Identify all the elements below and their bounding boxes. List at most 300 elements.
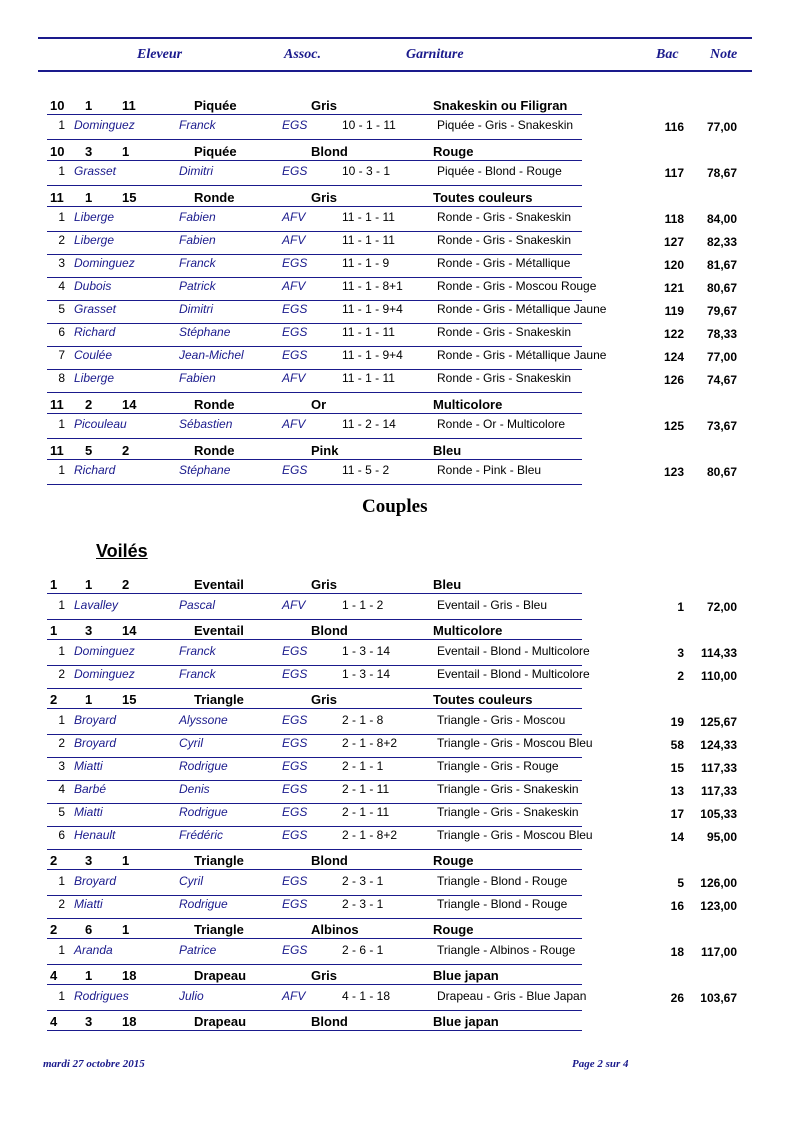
group-shape: Ronde <box>194 397 235 412</box>
group-shape: Ronde <box>194 190 235 205</box>
table-row <box>47 118 747 139</box>
garniture: Drapeau - Gris - Blue Japan <box>437 989 587 1003</box>
breeder-name: Miatti <box>74 759 103 773</box>
bac-number: 19 <box>670 715 684 729</box>
group-color: Gris <box>311 98 338 113</box>
association: EGS <box>282 667 308 681</box>
breeder-name: Rodrigues <box>74 989 129 1003</box>
score: 77,00 <box>706 120 737 134</box>
table-row <box>47 943 747 964</box>
garniture: Ronde - Gris - Moscou Rouge <box>437 279 597 293</box>
reference: 10 - 3 - 1 <box>342 164 391 178</box>
breeder-name: Liberge <box>74 233 115 247</box>
reference: 11 - 1 - 9+4 <box>342 302 403 316</box>
garniture: Triangle - Gris - Moscou <box>437 713 566 727</box>
breeder-name: Liberge <box>74 210 115 224</box>
category-header <box>47 140 582 161</box>
group-code-c: 1 <box>122 853 130 868</box>
group-code-c: 18 <box>122 1014 137 1029</box>
header-eleveur: Eleveur <box>137 47 183 62</box>
bac-number: 122 <box>663 327 684 341</box>
group-code-a: 10 <box>50 98 65 113</box>
breeder-name: Dominguez <box>74 256 135 270</box>
category-header <box>47 918 582 939</box>
bac-number: 16 <box>670 899 684 913</box>
table-row <box>47 598 747 619</box>
table-row <box>47 371 747 392</box>
group-code-b: 1 <box>85 692 93 707</box>
group-code-c: 18 <box>122 968 137 983</box>
bac-number: 116 <box>664 120 684 134</box>
reference: 2 - 1 - 8+2 <box>342 828 398 842</box>
breeder-firstname: Cyril <box>179 736 203 750</box>
category-header <box>47 619 582 640</box>
breeder-firstname: Dimitri <box>179 164 213 178</box>
group-code-b: 3 <box>85 1014 93 1029</box>
category-header <box>47 849 582 870</box>
group-code-c: 14 <box>122 623 137 638</box>
group-color: Gris <box>311 968 338 983</box>
group-shape: Eventail <box>194 577 244 592</box>
group-color: Gris <box>311 190 338 205</box>
rank: 1 <box>58 943 65 957</box>
table-row <box>47 417 747 438</box>
bac-number: 120 <box>663 258 684 272</box>
breeder-firstname: Stéphane <box>179 325 231 339</box>
reference: 2 - 3 - 1 <box>342 897 384 911</box>
garniture: Triangle - Blond - Rouge <box>437 874 568 888</box>
rank: 8 <box>58 371 65 385</box>
group-code-a: 11 <box>50 443 64 458</box>
table-row <box>47 828 747 849</box>
score: 73,67 <box>706 419 737 433</box>
bac-number: 126 <box>663 373 684 387</box>
association: AFV <box>282 279 306 293</box>
group-color: Pink <box>311 443 339 458</box>
bac-number: 125 <box>663 419 684 433</box>
bac-number: 3 <box>677 646 684 660</box>
score: 126,00 <box>700 876 737 890</box>
reference: 11 - 1 - 11 <box>342 233 395 247</box>
rank: 5 <box>58 302 65 316</box>
bac-number: 127 <box>663 235 684 249</box>
association: EGS <box>282 256 308 270</box>
garniture: Triangle - Gris - Moscou Bleu <box>437 736 593 750</box>
breeder-firstname: Cyril <box>179 874 203 888</box>
rank: 1 <box>58 417 65 431</box>
group-color: Albinos <box>311 922 359 937</box>
group-color: Or <box>311 397 327 412</box>
breeder-firstname: Julio <box>179 989 204 1003</box>
group-code-c: 14 <box>122 397 137 412</box>
association: EGS <box>282 348 308 362</box>
rank: 1 <box>58 210 65 224</box>
group-code-a: 2 <box>50 922 58 937</box>
reference: 2 - 1 - 11 <box>342 805 390 819</box>
table-row <box>47 256 747 277</box>
reference: 10 - 1 - 11 <box>342 118 396 132</box>
group-code-b: 3 <box>85 853 93 868</box>
bac-number: 121 <box>663 281 684 295</box>
row-underline <box>47 484 582 485</box>
score: 103,67 <box>700 991 737 1005</box>
association: AFV <box>282 417 306 431</box>
garniture: Ronde - Gris - Snakeskin <box>437 210 572 224</box>
reference: 2 - 6 - 1 <box>342 943 384 957</box>
garniture: Ronde - Or - Multicolore <box>437 417 566 431</box>
association: EGS <box>282 644 308 658</box>
score: 95,00 <box>706 830 737 844</box>
bac-number: 124 <box>663 350 684 364</box>
garniture: Triangle - Blond - Rouge <box>437 897 568 911</box>
garniture: Ronde - Gris - Métallique <box>437 256 571 270</box>
association: AFV <box>282 989 306 1003</box>
rank: 3 <box>58 256 65 270</box>
group-pattern: Toutes couleurs <box>433 692 533 707</box>
group-code-b: 5 <box>85 443 93 458</box>
breeder-name: Miatti <box>74 897 103 911</box>
breeder-name: Grasset <box>74 302 117 316</box>
reference: 11 - 1 - 11 <box>342 210 395 224</box>
association: EGS <box>282 759 308 773</box>
group-pattern: Rouge <box>433 144 474 159</box>
association: AFV <box>282 210 306 224</box>
table-row <box>47 897 747 918</box>
group-shape: Piquée <box>194 98 237 113</box>
row-underline <box>47 323 582 324</box>
garniture: Ronde - Pink - Bleu <box>437 463 542 477</box>
table-row <box>47 667 747 688</box>
rank: 1 <box>58 118 65 132</box>
breeder-firstname: Denis <box>179 782 210 796</box>
group-code-a: 4 <box>50 1014 58 1029</box>
breeder-name: Broyard <box>74 736 117 750</box>
group-pattern: Bleu <box>433 443 462 458</box>
garniture: Triangle - Albinos - Rouge <box>437 943 576 957</box>
row-underline <box>47 826 582 827</box>
category-header <box>47 1010 582 1031</box>
breeder-firstname: Franck <box>179 256 216 270</box>
table-row <box>47 210 747 231</box>
score: 117,00 <box>700 945 737 959</box>
category-header <box>47 94 582 115</box>
reference: 2 - 1 - 1 <box>342 759 384 773</box>
bac-number: 14 <box>670 830 684 844</box>
row-underline <box>47 231 582 232</box>
breeder-firstname: Patrice <box>179 943 217 957</box>
association: EGS <box>282 782 308 796</box>
group-code-b: 6 <box>85 922 93 937</box>
garniture: Ronde - Gris - Snakeskin <box>437 325 572 339</box>
breeder-name: Henault <box>74 828 116 842</box>
reference: 2 - 3 - 1 <box>342 874 384 888</box>
rank: 3 <box>58 759 65 773</box>
garniture: Ronde - Gris - Snakeskin <box>437 233 572 247</box>
reference: 1 - 1 - 2 <box>342 598 384 612</box>
row-underline <box>47 346 582 347</box>
score: 78,67 <box>706 166 737 180</box>
table-row <box>47 644 747 665</box>
breeder-name: Miatti <box>74 805 103 819</box>
rank: 7 <box>58 348 65 362</box>
subsection-title: Voilés <box>96 541 148 561</box>
score: 123,00 <box>700 899 737 913</box>
score: 105,33 <box>700 807 737 821</box>
bac-number: 58 <box>670 738 684 752</box>
breeder-name: Aranda <box>74 943 113 957</box>
bac-number: 2 <box>677 669 684 683</box>
breeder-name: Lavalley <box>74 598 119 612</box>
group-code-c: 2 <box>122 443 130 458</box>
score: 117,33 <box>700 761 737 775</box>
group-pattern: Blue japan <box>433 1014 499 1029</box>
breeder-firstname: Patrick <box>179 279 216 293</box>
group-code-a: 2 <box>50 853 58 868</box>
bac-number: 123 <box>663 465 684 479</box>
table-row <box>47 463 747 484</box>
association: EGS <box>282 118 308 132</box>
breeder-name: Richard <box>74 463 116 477</box>
score: 74,67 <box>706 373 737 387</box>
group-code-a: 11 <box>50 397 64 412</box>
breeder-firstname: Fabien <box>179 233 216 247</box>
breeder-firstname: Frédéric <box>179 828 224 842</box>
association: EGS <box>282 302 308 316</box>
group-shape: Ronde <box>194 443 235 458</box>
group-shape: Drapeau <box>194 968 247 983</box>
breeder-name: Dominguez <box>74 667 135 681</box>
score: 81,67 <box>706 258 737 272</box>
garniture: Piquée - Gris - Snakeskin <box>437 118 574 132</box>
category-header <box>47 688 582 709</box>
score: 125,67 <box>700 715 737 729</box>
garniture: Triangle - Gris - Snakeskin <box>437 805 579 819</box>
bac-number: 5 <box>677 876 684 890</box>
table-row <box>47 759 747 780</box>
row-underline <box>47 254 582 255</box>
score: 117,33 <box>700 784 737 798</box>
category-header <box>47 393 582 414</box>
breeder-name: Grasset <box>74 164 117 178</box>
group-code-b: 3 <box>85 623 93 638</box>
score: 77,00 <box>706 350 737 364</box>
category-header <box>47 439 582 460</box>
group-shape: Triangle <box>194 922 244 937</box>
association: EGS <box>282 463 308 477</box>
section-title: Couples <box>362 496 428 517</box>
group-code-c: 1 <box>122 922 130 937</box>
reference: 4 - 1 - 18 <box>342 989 391 1003</box>
group-code-a: 4 <box>50 968 58 983</box>
score: 78,33 <box>706 327 737 341</box>
reference: 11 - 1 - 9 <box>342 256 390 270</box>
group-code-b: 1 <box>85 968 93 983</box>
association: AFV <box>282 371 306 385</box>
bac-number: 15 <box>670 761 684 775</box>
group-code-b: 1 <box>85 577 93 592</box>
rank: 1 <box>58 164 65 178</box>
group-code-b: 2 <box>85 397 93 412</box>
group-pattern: Blue japan <box>433 968 499 983</box>
footer-date: mardi 27 octobre 2015 <box>43 1058 145 1070</box>
group-code-a: 2 <box>50 692 58 707</box>
group-code-c: 1 <box>122 144 130 159</box>
table-row <box>47 348 747 369</box>
breeder-firstname: Franck <box>179 118 216 132</box>
breeder-firstname: Dimitri <box>179 302 213 316</box>
reference: 11 - 2 - 14 <box>342 417 396 431</box>
breeder-firstname: Rodrigue <box>179 759 228 773</box>
group-shape: Triangle <box>194 692 244 707</box>
score: 82,33 <box>706 235 737 249</box>
breeder-firstname: Fabien <box>179 210 216 224</box>
category-header <box>47 186 582 207</box>
reference: 1 - 3 - 14 <box>342 667 391 681</box>
association: AFV <box>282 598 306 612</box>
association: EGS <box>282 828 308 842</box>
breeder-name: Broyard <box>74 713 117 727</box>
category-header <box>47 964 582 985</box>
table-row <box>47 805 747 826</box>
table-row <box>47 164 747 185</box>
association: EGS <box>282 325 308 339</box>
breeder-firstname: Fabien <box>179 371 216 385</box>
group-color: Blond <box>311 623 348 638</box>
rank: 1 <box>58 874 65 888</box>
breeder-name: Coulée <box>74 348 113 362</box>
rank: 1 <box>58 989 65 1003</box>
garniture: Piquée - Blond - Rouge <box>437 164 562 178</box>
table-row <box>47 736 747 757</box>
header-assoc: Assoc. <box>284 47 321 62</box>
garniture: Eventail - Blond - Multicolore <box>437 644 590 658</box>
breeder-firstname: Rodrigue <box>179 897 228 911</box>
group-pattern: Multicolore <box>433 397 503 412</box>
reference: 11 - 5 - 2 <box>342 463 390 477</box>
breeder-name: Broyard <box>74 874 117 888</box>
reference: 2 - 1 - 8 <box>342 713 384 727</box>
group-code-c: 15 <box>122 190 137 205</box>
group-color: Gris <box>311 577 338 592</box>
association: EGS <box>282 736 308 750</box>
category-header <box>47 573 582 594</box>
association: EGS <box>282 164 308 178</box>
breeder-name: Dominguez <box>74 118 135 132</box>
table-row <box>47 279 747 300</box>
garniture: Triangle - Gris - Moscou Bleu <box>437 828 593 842</box>
rank: 1 <box>58 598 65 612</box>
rank: 1 <box>58 713 65 727</box>
group-code-c: 2 <box>122 577 130 592</box>
garniture: Triangle - Gris - Snakeskin <box>437 782 579 796</box>
breeder-name: Barbé <box>74 782 107 796</box>
rank: 2 <box>58 233 65 247</box>
breeder-firstname: Pascal <box>179 598 216 612</box>
rank: 6 <box>58 325 65 339</box>
bac-number: 118 <box>664 212 684 226</box>
garniture: Eventail - Blond - Multicolore <box>437 667 590 681</box>
rank: 6 <box>58 828 65 842</box>
score: 72,00 <box>706 600 737 614</box>
group-shape: Drapeau <box>194 1014 247 1029</box>
breeder-firstname: Sébastien <box>179 417 233 431</box>
group-shape: Piquée <box>194 144 237 159</box>
group-color: Blond <box>311 853 348 868</box>
footer-page: Page 2 sur 4 <box>572 1058 629 1070</box>
table-row <box>47 874 747 895</box>
bac-number: 117 <box>664 166 684 180</box>
group-pattern: Bleu <box>433 577 462 592</box>
garniture: Ronde - Gris - Métallique Jaune <box>437 302 607 316</box>
association: EGS <box>282 897 308 911</box>
rank: 2 <box>58 667 65 681</box>
header-note: Note <box>710 47 738 62</box>
group-pattern: Multicolore <box>433 623 503 638</box>
group-pattern: Toutes couleurs <box>433 190 533 205</box>
table-row <box>47 302 747 323</box>
breeder-firstname: Alyssone <box>179 713 228 727</box>
rank: 1 <box>58 463 65 477</box>
group-shape: Eventail <box>194 623 244 638</box>
breeder-name: Picouleau <box>74 417 127 431</box>
group-code-a: 11 <box>50 190 64 205</box>
breeder-name: Dubois <box>74 279 112 293</box>
breeder-name: Dominguez <box>74 644 135 658</box>
bac-number: 13 <box>670 784 684 798</box>
group-code-a: 1 <box>50 577 58 592</box>
association: EGS <box>282 943 308 957</box>
table-row <box>47 782 747 803</box>
row-underline <box>47 757 582 758</box>
reference: 2 - 1 - 11 <box>342 782 390 796</box>
breeder-firstname: Franck <box>179 667 216 681</box>
reference: 11 - 1 - 11 <box>342 371 395 385</box>
rank: 2 <box>58 736 65 750</box>
bac-number: 1 <box>677 600 684 614</box>
row-underline <box>47 895 582 896</box>
group-pattern: Rouge <box>433 922 474 937</box>
score: 114,33 <box>700 646 737 660</box>
group-color: Blond <box>311 144 348 159</box>
group-pattern: Rouge <box>433 853 474 868</box>
rank: 2 <box>58 897 65 911</box>
row-underline <box>47 803 582 804</box>
header-bac: Bac <box>656 47 679 62</box>
reference: 2 - 1 - 8+2 <box>342 736 398 750</box>
garniture: Ronde - Gris - Snakeskin <box>437 371 572 385</box>
rank: 4 <box>58 279 65 293</box>
association: EGS <box>282 713 308 727</box>
reference: 11 - 1 - 9+4 <box>342 348 403 362</box>
association: EGS <box>282 805 308 819</box>
breeder-firstname: Stéphane <box>179 463 231 477</box>
table-row <box>47 989 747 1010</box>
row-underline <box>47 780 582 781</box>
rank: 5 <box>58 805 65 819</box>
header-garniture: Garniture <box>406 47 464 62</box>
score: 124,33 <box>700 738 737 752</box>
group-code-b: 3 <box>85 144 93 159</box>
group-color: Blond <box>311 1014 348 1029</box>
score: 84,00 <box>706 212 737 226</box>
association: EGS <box>282 874 308 888</box>
table-row <box>47 713 747 734</box>
garniture: Triangle - Gris - Rouge <box>437 759 559 773</box>
breeder-firstname: Rodrigue <box>179 805 228 819</box>
group-code-c: 15 <box>122 692 137 707</box>
row-underline <box>47 300 582 301</box>
group-code-b: 1 <box>85 190 93 205</box>
